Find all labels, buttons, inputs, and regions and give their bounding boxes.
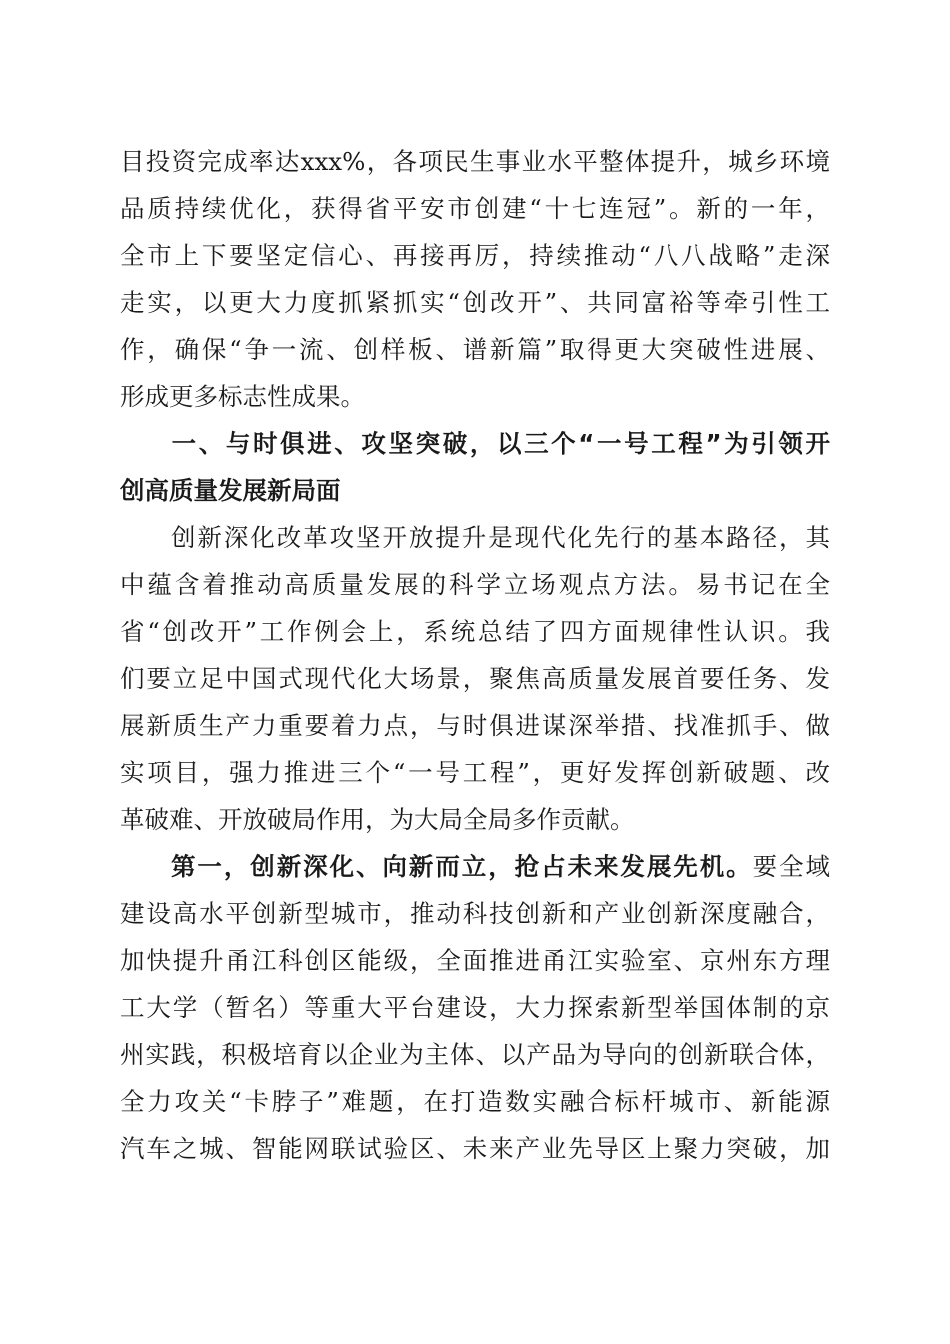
intro-line-6: 形成更多标志性成果。 bbox=[120, 382, 365, 411]
first-point-line-1 bbox=[120, 847, 830, 887]
intro-line-5: 作，确保“争一流、创样板、谱新篇”取得更大突破性进展、 bbox=[120, 335, 830, 364]
section-body-line-6: 实项目，强力推进三个“一号工程”，更好发挥创新破题、改 bbox=[120, 758, 830, 787]
section-body-line-7: 革破难、开放破局作用，为大局全局多作贡献。 bbox=[120, 805, 635, 834]
first-point-line1-rest: 要全域 bbox=[752, 852, 831, 881]
first-point-line-7: 汽车之城、智能网联试验区、未来产业先导区上聚力突破，加 bbox=[120, 1134, 830, 1163]
section-heading-line-2: 创高质量发展新局面 bbox=[120, 476, 341, 505]
section-body-line-4: 们要立足中国式现代化大场景，聚焦高质量发展首要任务、发 bbox=[120, 664, 830, 693]
section-body-line-5: 展新质生产力重要着力点，与时俱进谋深举措、找准抓手、做 bbox=[120, 711, 830, 740]
section-body-line-2: 中蕴含着推动高质量发展的科学立场观点方法。易书记在全 bbox=[120, 570, 830, 599]
intro-line-2: 品质持续优化，获得省平安市创建“十七连冠”。新的一年， bbox=[120, 194, 830, 223]
intro-line-3: 全市上下要坚定信心、再接再厉，持续推动“八八战略”走深 bbox=[120, 241, 830, 270]
section-body-line-1 bbox=[120, 518, 830, 558]
intro-line-4: 走实，以更大力度抓紧抓实“创改开”、共同富裕等牵引性工 bbox=[120, 288, 830, 317]
first-point-line-5: 州实践，积极培育以企业为主体、以产品为导向的创新联合体， bbox=[120, 1040, 830, 1069]
section-heading-text-1: 一、与时俱进、攻坚突破，以三个“一号工程”为引领开 bbox=[169, 429, 830, 458]
first-point-line-6: 全力攻关“卡脖子”难题，在打造数实融合标杆城市、新能源 bbox=[120, 1087, 830, 1116]
first-point-lead: 第一，创新深化、向新而立，抢占未来发展先机。 bbox=[169, 852, 753, 881]
intro-line-1: 目投资完成率达xxx%，各项民生事业水平整体提升，城乡环境 bbox=[120, 147, 830, 176]
section-body-line-3: 省“创改开”工作例会上，系统总结了四方面规律性认识。我 bbox=[120, 617, 830, 646]
first-point-line-4: 工大学（暂名）等重大平台建设，大力探索新型举国体制的京 bbox=[120, 993, 830, 1022]
section-heading-line-1 bbox=[120, 424, 830, 464]
section-body-text-1: 创新深化改革攻坚开放提升是现代化先行的基本路径，其 bbox=[169, 523, 830, 552]
first-point-line-3: 加快提升甬江科创区能级，全面推进甬江实验室、京州东方理 bbox=[120, 946, 830, 975]
first-point-line-2: 建设高水平创新型城市，推动科技创新和产业创新深度融合， bbox=[120, 899, 830, 928]
